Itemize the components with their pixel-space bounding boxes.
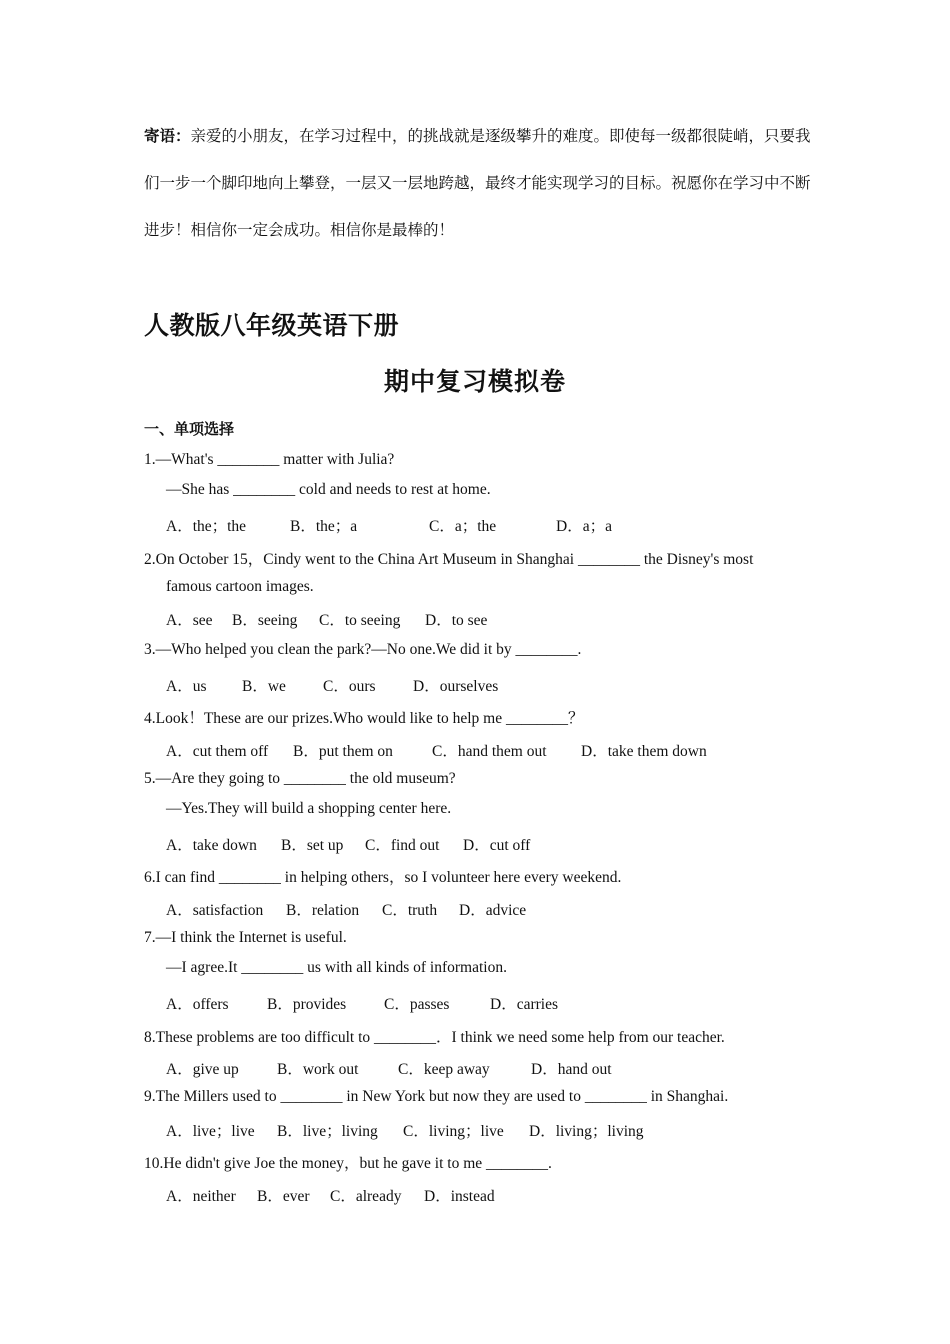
document-title: 人教版八年级英语下册 — [144, 311, 400, 340]
option-d: D．advice — [459, 902, 527, 919]
document-subtitle: 期中复习模拟卷 — [383, 367, 566, 396]
option-a: A．offers — [166, 996, 229, 1013]
section-heading: 一、单项选择 — [144, 420, 235, 438]
option-d: D．hand out — [531, 1061, 612, 1078]
question-2-stem-cont: famous cartoon images. — [166, 578, 314, 595]
option-a: A．take down — [166, 837, 257, 854]
option-c: C．ours — [323, 678, 376, 695]
question-2-options — [166, 608, 487, 630]
question-3-stem: 3.—Who helped you clean the park?—No one.We did it by ________. — [144, 641, 582, 658]
option-d: D．to see — [425, 612, 488, 629]
option-a: A．live；live — [166, 1123, 255, 1140]
question-6-stem: 6.I can find ________ in helping others，so I volunteer here every weekend. — [144, 869, 622, 886]
option-a: A．see — [166, 612, 213, 629]
option-d: D．cut off — [463, 837, 531, 854]
option-a: A．cut them off — [166, 743, 269, 760]
option-a: A．the；the — [166, 518, 247, 535]
option-b: B．seeing — [232, 612, 298, 629]
option-c: C．living；live — [403, 1123, 504, 1140]
option-c: C．a；the — [429, 518, 497, 535]
option-d: D．instead — [424, 1188, 495, 1205]
question-10-options — [166, 1184, 495, 1206]
question-10-stem: 10.He didn't give Joe the money，but he gave it to me ________. — [144, 1155, 552, 1172]
question-7-stem: 7.—I think the Internet is useful. — [144, 929, 347, 946]
option-d: D．carries — [490, 996, 558, 1013]
option-c: C．passes — [384, 996, 450, 1013]
option-d: D．ourselves — [413, 678, 499, 695]
option-a: A．satisfaction — [166, 902, 264, 919]
option-b: B．work out — [277, 1061, 359, 1078]
option-c: C．to seeing — [319, 612, 401, 629]
option-a: A．neither — [166, 1188, 236, 1205]
question-8-stem: 8.These problems are too difficult to ________．I think we need some help from our teacher. — [144, 1029, 725, 1046]
option-b: B．relation — [286, 902, 360, 919]
question-8-options — [166, 1057, 612, 1079]
option-a: A．give up — [166, 1061, 239, 1078]
question-6-options — [166, 898, 526, 920]
question-9-stem: 9.The Millers used to ________ in New York but now they are used to ________ in Shanghai. — [144, 1088, 729, 1105]
question-1-options — [166, 514, 612, 536]
option-d: D．living；living — [529, 1123, 644, 1140]
question-5-reply: —Yes.They will build a shopping center here. — [166, 800, 452, 817]
option-c: C．already — [330, 1188, 402, 1205]
option-b: B．set up — [281, 837, 344, 854]
question-5-options — [166, 833, 530, 855]
option-d: D．a；a — [556, 518, 612, 535]
option-b: B．ever — [257, 1188, 310, 1205]
option-c: C．find out — [365, 837, 440, 854]
question-7-reply: —I agree.It ________ us with all kinds of information. — [166, 959, 507, 976]
option-c: C．truth — [382, 902, 438, 919]
question-9-options — [166, 1119, 644, 1141]
option-b: B．we — [242, 678, 286, 695]
question-5-stem: 5.—Are they going to ________ the old museum? — [144, 770, 456, 787]
option-b: B．live；living — [277, 1123, 378, 1140]
option-d: D．take them down — [581, 743, 707, 760]
question-3-options — [166, 674, 498, 696]
option-b: B．the；a — [290, 518, 358, 535]
question-1-reply: —She has ________ cold and needs to rest at home. — [166, 481, 491, 498]
question-7-options — [166, 992, 558, 1014]
preface-text: 亲爱的小朋友，在学习过程中，的挑战就是逐级攀升的难度。即使每一级都很陡峭，只要我们一步一个脚印地向上攀登，一层又一层地跨越，最终才能实现学习的目标。祝愿你在学习中不断进步！相信你一定会成功。相信你是最棒的！ — [144, 127, 811, 239]
preface-label: 寄语： — [144, 126, 191, 145]
question-2-stem: 2.On October 15，Cindy went to the China Art Museum in Shanghai ________ the Disney's most — [144, 551, 754, 568]
option-a: A．us — [166, 678, 207, 695]
option-b: B．put them on — [293, 743, 393, 760]
option-b: B．provides — [267, 996, 347, 1013]
preface-paragraph — [144, 112, 814, 254]
option-c: C．hand them out — [432, 743, 547, 760]
question-1-stem: 1.—What's ________ matter with Julia? — [144, 451, 395, 468]
question-4-stem: 4.Look！These are our prizes.Who would like to help me ________？ — [144, 710, 584, 727]
question-4-options — [166, 739, 707, 761]
option-c: C．keep away — [398, 1061, 490, 1078]
